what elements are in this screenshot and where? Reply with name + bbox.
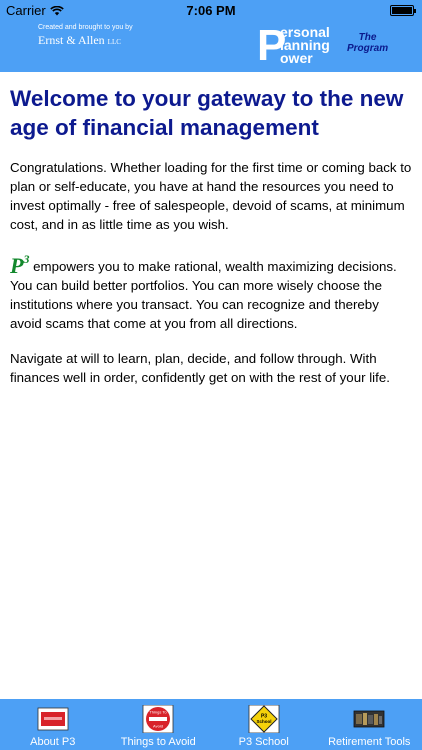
status-bar (0, 0, 422, 22)
welcome-content (10, 84, 414, 387)
clock: 7:06 PM (186, 3, 236, 18)
tab-about-p3[interactable] (0, 699, 106, 750)
empower-paragraph (10, 250, 414, 333)
tab-p3-school[interactable] (211, 699, 317, 750)
logo-words (280, 26, 330, 65)
logo-tag-the: The (358, 32, 377, 43)
intro-paragraph: Congratulations. Whether loading for the first time or coming back to plan or self-educate, you have at hand the resources you need to invest optimally - free of salespeople, devoid of scams, at minimum cost, and in as little time as you wish. (10, 160, 412, 232)
logo-tagline (347, 32, 388, 54)
logo-word-planning: lanning (280, 37, 330, 53)
battery-icon (390, 5, 414, 16)
app-header (0, 22, 422, 72)
navigate-paragraph: Navigate at will to learn, plan, decide, and follow through. With finances well in order, confidently get on with the rest of your life. (10, 351, 390, 385)
tab-things-to-avoid[interactable] (106, 699, 212, 750)
retirement-tools-icon (353, 705, 385, 733)
do-not-enter-icon (142, 705, 174, 733)
firm-suffix: LLC (107, 38, 121, 46)
empower-text: empowers you to make rational, wealth maximizing decisions. You can build better portfolios. You can more wisely choose the institutions where you transact. You can recognize and thereby avoid scams that come at you from all directions. (10, 259, 397, 331)
avoid-icon-text-2: Avoid (153, 723, 164, 729)
p3-letter: P (10, 253, 24, 278)
school-icon-text-2: School (256, 719, 272, 724)
about-p3-icon (37, 705, 69, 733)
tab-label-about-p3: About P3 (30, 736, 76, 748)
school-icon-text-1: P3 (260, 713, 267, 720)
carrier-label: Carrier (6, 3, 46, 18)
p3-superscript: 3 (23, 252, 30, 266)
logo-letter: P (257, 21, 287, 70)
logo-word-power: ower (280, 50, 313, 66)
personal-planning-power-logo (255, 21, 415, 70)
tab-label-things-to-avoid: Things to Avoid (120, 736, 196, 748)
credit-line: Created and brought to you by (38, 24, 133, 31)
p3-logo-mark (10, 253, 29, 278)
school-sign-icon (248, 705, 280, 733)
logo-word-personal: ersonal (280, 24, 330, 40)
tab-bar (0, 699, 422, 750)
tab-label-p3-school: P3 School (238, 736, 289, 748)
firm-name (38, 33, 121, 48)
avoid-icon-text-1: Things To (149, 709, 167, 715)
tab-label-retirement-tools: Retirement Tools (328, 736, 411, 748)
logo-tag-program: Program (347, 43, 389, 54)
page-title: Welcome to your gateway to the new age of financial management (10, 86, 404, 140)
tab-retirement-tools[interactable] (317, 699, 422, 750)
firm-name-text: Ernst & Allen (38, 33, 105, 47)
